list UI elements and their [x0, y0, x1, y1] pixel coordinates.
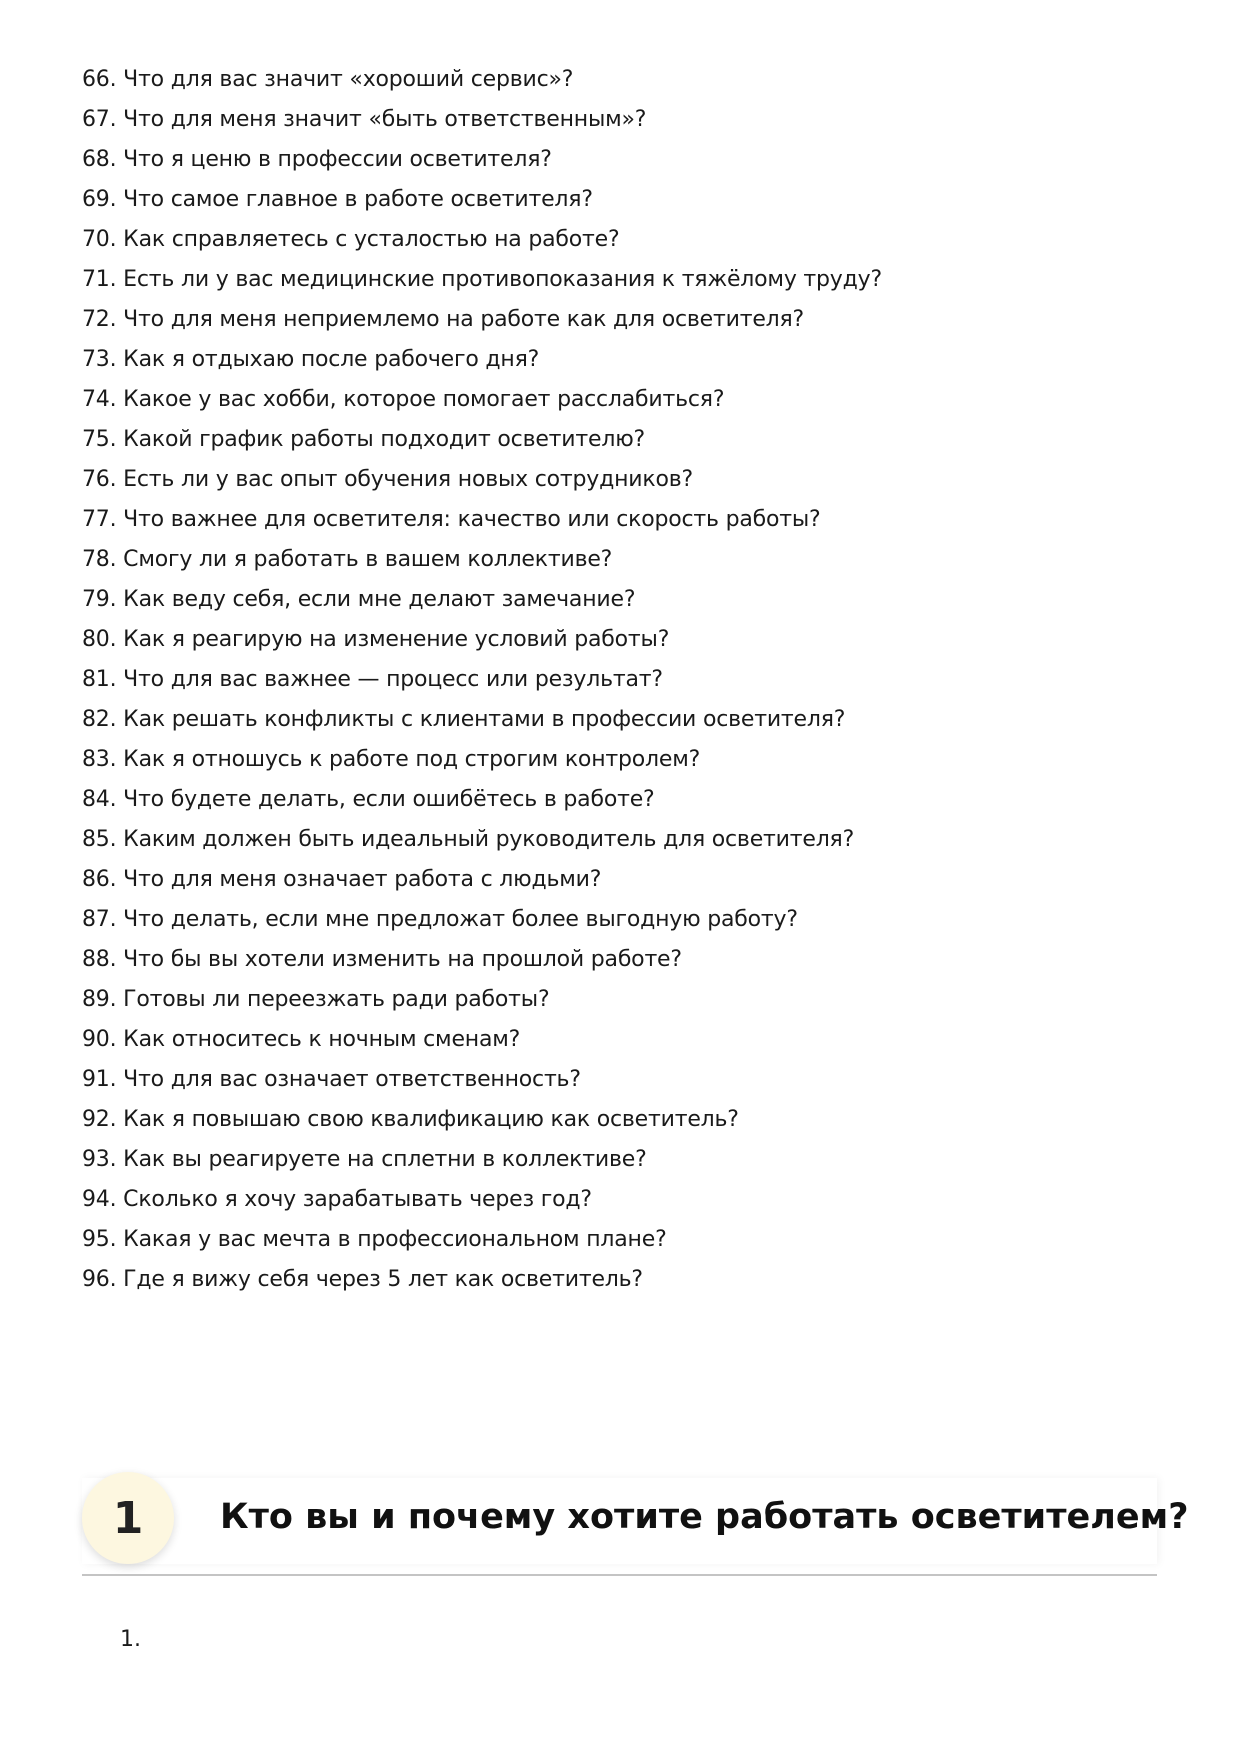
list-item: 91. Что для вас означает ответственность?	[82, 1067, 581, 1092]
section-title: Кто вы и почему хотите работать осветителем?	[220, 1497, 1189, 1537]
list-item: 85. Каким должен быть идеальный руководитель для осветителя?	[82, 827, 855, 852]
list-item: 96. Где я вижу себя через 5 лет как осветитель?	[82, 1267, 643, 1292]
list-item: 88. Что бы вы хотели изменить на прошлой работе?	[82, 947, 682, 972]
list-item: 92. Как я повышаю свою квалификацию как осветитель?	[82, 1107, 739, 1132]
list-item: 94. Сколько я хочу зарабатывать через год?	[82, 1187, 592, 1212]
list-item: 82. Как решать конфликты с клиентами в профессии осветителя?	[82, 707, 846, 732]
list-item: 79. Как веду себя, если мне делают замечание?	[82, 587, 636, 612]
list-item: 90. Как относитесь к ночным сменам?	[82, 1027, 521, 1052]
list-item: 71. Есть ли у вас медицинские противопоказания к тяжёлому труду?	[82, 267, 882, 292]
section-number-badge: 1	[82, 1472, 174, 1564]
section-divider	[82, 1574, 1157, 1576]
list-item: 66. Что для вас значит «хороший сервис»?	[82, 67, 574, 92]
list-item: 78. Смогу ли я работать в вашем коллективе?	[82, 547, 613, 572]
list-item: 95. Какая у вас мечта в профессиональном плане?	[82, 1227, 667, 1252]
list-item: 86. Что для меня означает работа с людьми?	[82, 867, 602, 892]
list-item: 68. Что я ценю в профессии осветителя?	[82, 147, 552, 172]
question-list	[82, 60, 882, 1300]
section-header	[82, 1468, 1189, 1576]
list-item: 75. Какой график работы подходит осветителю?	[82, 427, 645, 452]
answer-list-marker: 1.	[120, 1627, 141, 1652]
list-item: 67. Что для меня значит «быть ответственным»?	[82, 107, 647, 132]
list-item: 69. Что самое главное в работе осветителя?	[82, 187, 593, 212]
list-item: 83. Как я отношусь к работе под строгим контролем?	[82, 747, 701, 772]
list-item: 93. Как вы реагируете на сплетни в коллективе?	[82, 1147, 647, 1172]
list-item: 74. Какое у вас хобби, которое помогает расслабиться?	[82, 387, 725, 412]
list-item: 81. Что для вас важнее — процесс или результат?	[82, 667, 663, 692]
list-item: 73. Как я отдыхаю после рабочего дня?	[82, 347, 540, 372]
list-item: 89. Готовы ли переезжать ради работы?	[82, 987, 550, 1012]
list-item: 70. Как справляетесь с усталостью на работе?	[82, 227, 620, 252]
list-item: 84. Что будете делать, если ошибётесь в работе?	[82, 787, 655, 812]
list-item: 87. Что делать, если мне предложат более выгодную работу?	[82, 907, 798, 932]
list-item: 77. Что важнее для осветителя: качество или скорость работы?	[82, 507, 821, 532]
list-item: 76. Есть ли у вас опыт обучения новых сотрудников?	[82, 467, 693, 492]
list-item: 80. Как я реагирую на изменение условий работы?	[82, 627, 670, 652]
list-item: 72. Что для меня неприемлемо на работе как для осветителя?	[82, 307, 805, 332]
